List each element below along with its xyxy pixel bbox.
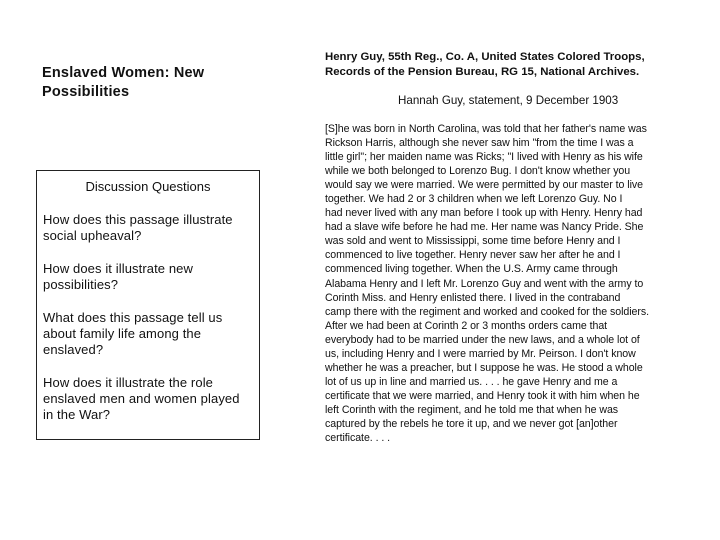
testimony-line: had never lived with any man before I took up with Henry. Henry had xyxy=(325,207,643,220)
testimony-line: commenced living together. When the U.S. Army came through xyxy=(325,263,618,276)
question-line: enslaved men and women played xyxy=(43,391,240,406)
testimony-line: was sold and went to Mississippi, some time before Henry and I xyxy=(325,235,621,248)
testimony-line: After we had been at Corinth 2 or 3 months orders came that xyxy=(325,319,608,332)
question-line: in the War? xyxy=(43,407,111,422)
source-citation-line: Henry Guy, 55th Reg., Co. A, United States Colored Troops, xyxy=(325,51,645,63)
testimony-line: little girl"; her maiden name was Ricks; "I lived with Henry as his wife xyxy=(325,151,643,164)
question-line: How does it illustrate the role xyxy=(43,375,214,390)
question-line: about family life among the xyxy=(43,326,202,341)
testimony-line: while we both belonged to Lorenzo Bug. I don't know whether you xyxy=(325,165,631,178)
testimony-line: certificate. . . . xyxy=(325,432,391,445)
statement-byline: Hannah Guy, statement, 9 December 1903 xyxy=(398,94,619,107)
testimony-line: would say we were married. We were permitted by our master to live xyxy=(325,179,643,192)
testimony-text xyxy=(325,122,697,445)
discussion-question-4 xyxy=(43,375,253,423)
question-line: social upheaval? xyxy=(43,228,142,243)
testimony-line: certificate that we were married, and Henry took it with him when he xyxy=(325,389,640,402)
testimony-line: had a slave wife before he had me. Her name was Nancy Pride. She xyxy=(325,221,644,234)
testimony-line: Alabama Henry and I left Mr. Lorenzo Guy and went with the army to xyxy=(325,277,644,290)
source-citation-line: Records of the Pension Bureau, RG 15, National Archives. xyxy=(325,66,640,78)
testimony-line: whether he was a preacher, but I suppose he was. He stood a whole xyxy=(325,361,643,374)
testimony-line: together. We had 2 or 3 children when we left Lorenzo Guy. No I xyxy=(325,193,623,206)
testimony-line: Corinth Miss. and Henry enlisted there. I lived in the contraband xyxy=(325,291,621,304)
discussion-question-2 xyxy=(43,261,253,293)
slide-title xyxy=(42,64,272,102)
testimony-line: [S]he was born in North Carolina, was told that her father's name was xyxy=(325,123,647,135)
discussion-questions-heading: Discussion Questions xyxy=(85,179,211,194)
testimony-line: camp there with the regiment and worked and cooked for the soldiers. xyxy=(325,305,650,318)
testimony-line: Rickson Harris, although she never saw him "from the time I was a xyxy=(325,137,634,150)
discussion-question-3 xyxy=(43,310,253,358)
source-citation xyxy=(325,50,705,80)
question-line: How does it illustrate new xyxy=(43,261,193,276)
testimony-line: us, including Henry and I were married by Mr. Peirson. I don't know xyxy=(325,347,636,360)
slide-title-line: Possibilities xyxy=(42,84,130,100)
question-line: possibilities? xyxy=(43,277,119,292)
testimony-line: lot of us up in line and married us. . . . he gave Henry and me a xyxy=(325,375,618,388)
discussion-questions-box xyxy=(36,170,260,440)
testimony-line: captured by the rebels he tore it up, and we never got [an]other xyxy=(325,417,618,430)
question-line: enslaved? xyxy=(43,342,104,357)
discussion-question-1 xyxy=(43,212,253,244)
question-line: How does this passage illustrate xyxy=(43,212,233,227)
question-line: What does this passage tell us xyxy=(43,310,223,325)
testimony-line: everybody had to be married under the new laws, and a whole lot of xyxy=(325,333,640,346)
slide-title-line: Enslaved Women: New xyxy=(42,65,205,81)
testimony-line: left Corinth with the regiment, and he told me that when he was xyxy=(325,403,619,416)
testimony-line: commenced to live together. Henry never saw her after he and I xyxy=(325,249,621,262)
